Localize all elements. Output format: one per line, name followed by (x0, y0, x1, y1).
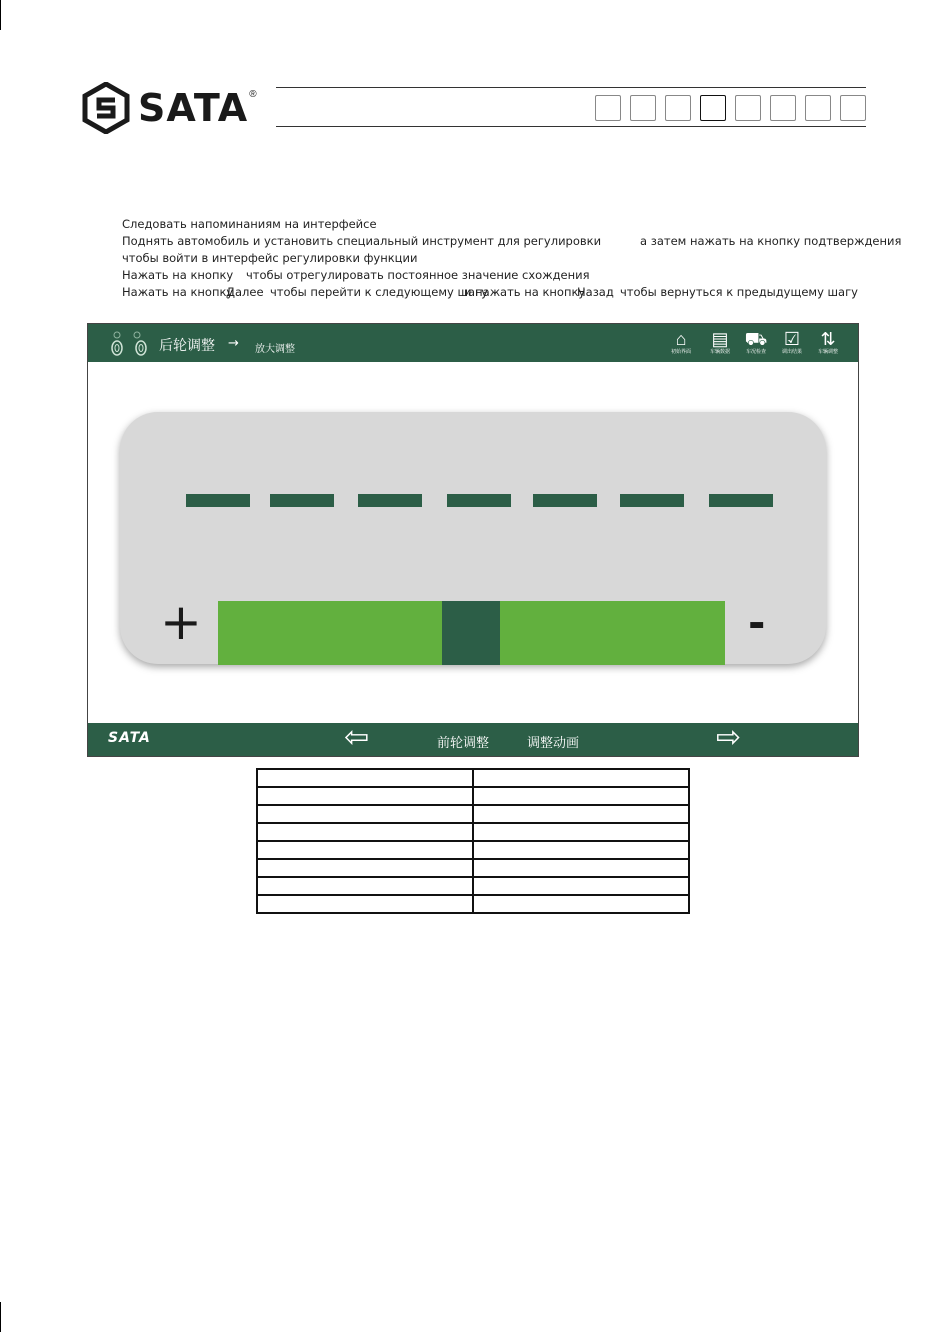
step-box (595, 95, 621, 121)
table-cell (473, 859, 689, 877)
table-cell (257, 805, 473, 823)
nav-confirm-button[interactable]: ☑ 调出结果 (778, 329, 806, 355)
table-cell (473, 841, 689, 859)
gauge-needle (442, 601, 500, 665)
brand-name: SATA (138, 86, 249, 130)
prev-step-button[interactable]: 前轮调整 (437, 736, 490, 751)
digit-dash (533, 494, 597, 507)
table-cell (257, 859, 473, 877)
nav-home-button[interactable]: ⌂ 初始界面 (667, 329, 695, 355)
table-cell (473, 805, 689, 823)
step-box (840, 95, 866, 121)
arrow-right-icon: → (228, 336, 239, 351)
table-cell (473, 895, 689, 913)
step-box (770, 95, 796, 121)
digit-dash (447, 494, 511, 507)
adjustment-panel (120, 412, 826, 664)
digit-dash (358, 494, 422, 507)
table-row (257, 769, 689, 787)
footer-brand: SATA (108, 730, 151, 746)
vehicle-check-icon: ⛟ (744, 329, 768, 349)
crop-mark (0, 0, 1, 30)
digit-dash (186, 494, 250, 507)
step-box-active (700, 95, 726, 121)
table-cell (257, 823, 473, 841)
table-cell (473, 787, 689, 805)
table-cell (473, 823, 689, 841)
step-box (630, 95, 656, 121)
nav-vehicle-data-button[interactable]: ▤ 车辆数据 (706, 329, 734, 355)
crop-mark (0, 1302, 1, 1332)
screen-subtitle: 放大调整 (255, 344, 295, 355)
table-cell (257, 787, 473, 805)
prev-arrow-icon[interactable]: ⇦ (344, 720, 370, 755)
table-row (257, 841, 689, 859)
table-cell (473, 769, 689, 787)
nav-vehicle-check-button[interactable]: ⛟ 车况检查 (742, 329, 770, 355)
home-icon: ⌂ (675, 329, 687, 349)
step-box (735, 95, 761, 121)
confirm-icon: ☑ (783, 329, 801, 349)
digit-dash (270, 494, 334, 507)
minus-sign: - (748, 598, 766, 647)
step-box (665, 95, 691, 121)
table-cell (257, 877, 473, 895)
registered-mark: ® (249, 88, 257, 100)
table-cell (473, 877, 689, 895)
table-row (257, 805, 689, 823)
parameter-table (256, 768, 690, 914)
screen-bottom-bar (88, 720, 858, 756)
lift-icon: ⇅ (820, 329, 836, 349)
digit-dash (709, 494, 773, 507)
header-rule-top (276, 87, 866, 88)
brand-logo (82, 80, 257, 136)
table-cell (257, 841, 473, 859)
next-animation-button[interactable]: 调整动画 (527, 736, 580, 751)
sata-logo-icon (82, 82, 130, 134)
table-row (257, 859, 689, 877)
step-box (805, 95, 831, 121)
digit-dash (620, 494, 684, 507)
table-row (257, 895, 689, 913)
nav-lift-button[interactable]: ⇅ 车辆调整 (814, 329, 842, 355)
plus-sign: + (160, 593, 202, 651)
table-row (257, 787, 689, 805)
toe-gauge-bar (218, 601, 725, 665)
table-cell (257, 895, 473, 913)
table-row (257, 877, 689, 895)
next-arrow-icon[interactable]: ⇨ (716, 720, 742, 755)
screen-top-bar (88, 324, 858, 362)
tyre-icon (108, 330, 148, 358)
table-cell (257, 769, 473, 787)
screen-title: 后轮调整 (159, 338, 215, 354)
adjustment-screen (87, 323, 859, 757)
table-row (257, 823, 689, 841)
header-rule-bottom (276, 126, 866, 127)
vehicle-data-icon: ▤ (711, 329, 729, 349)
